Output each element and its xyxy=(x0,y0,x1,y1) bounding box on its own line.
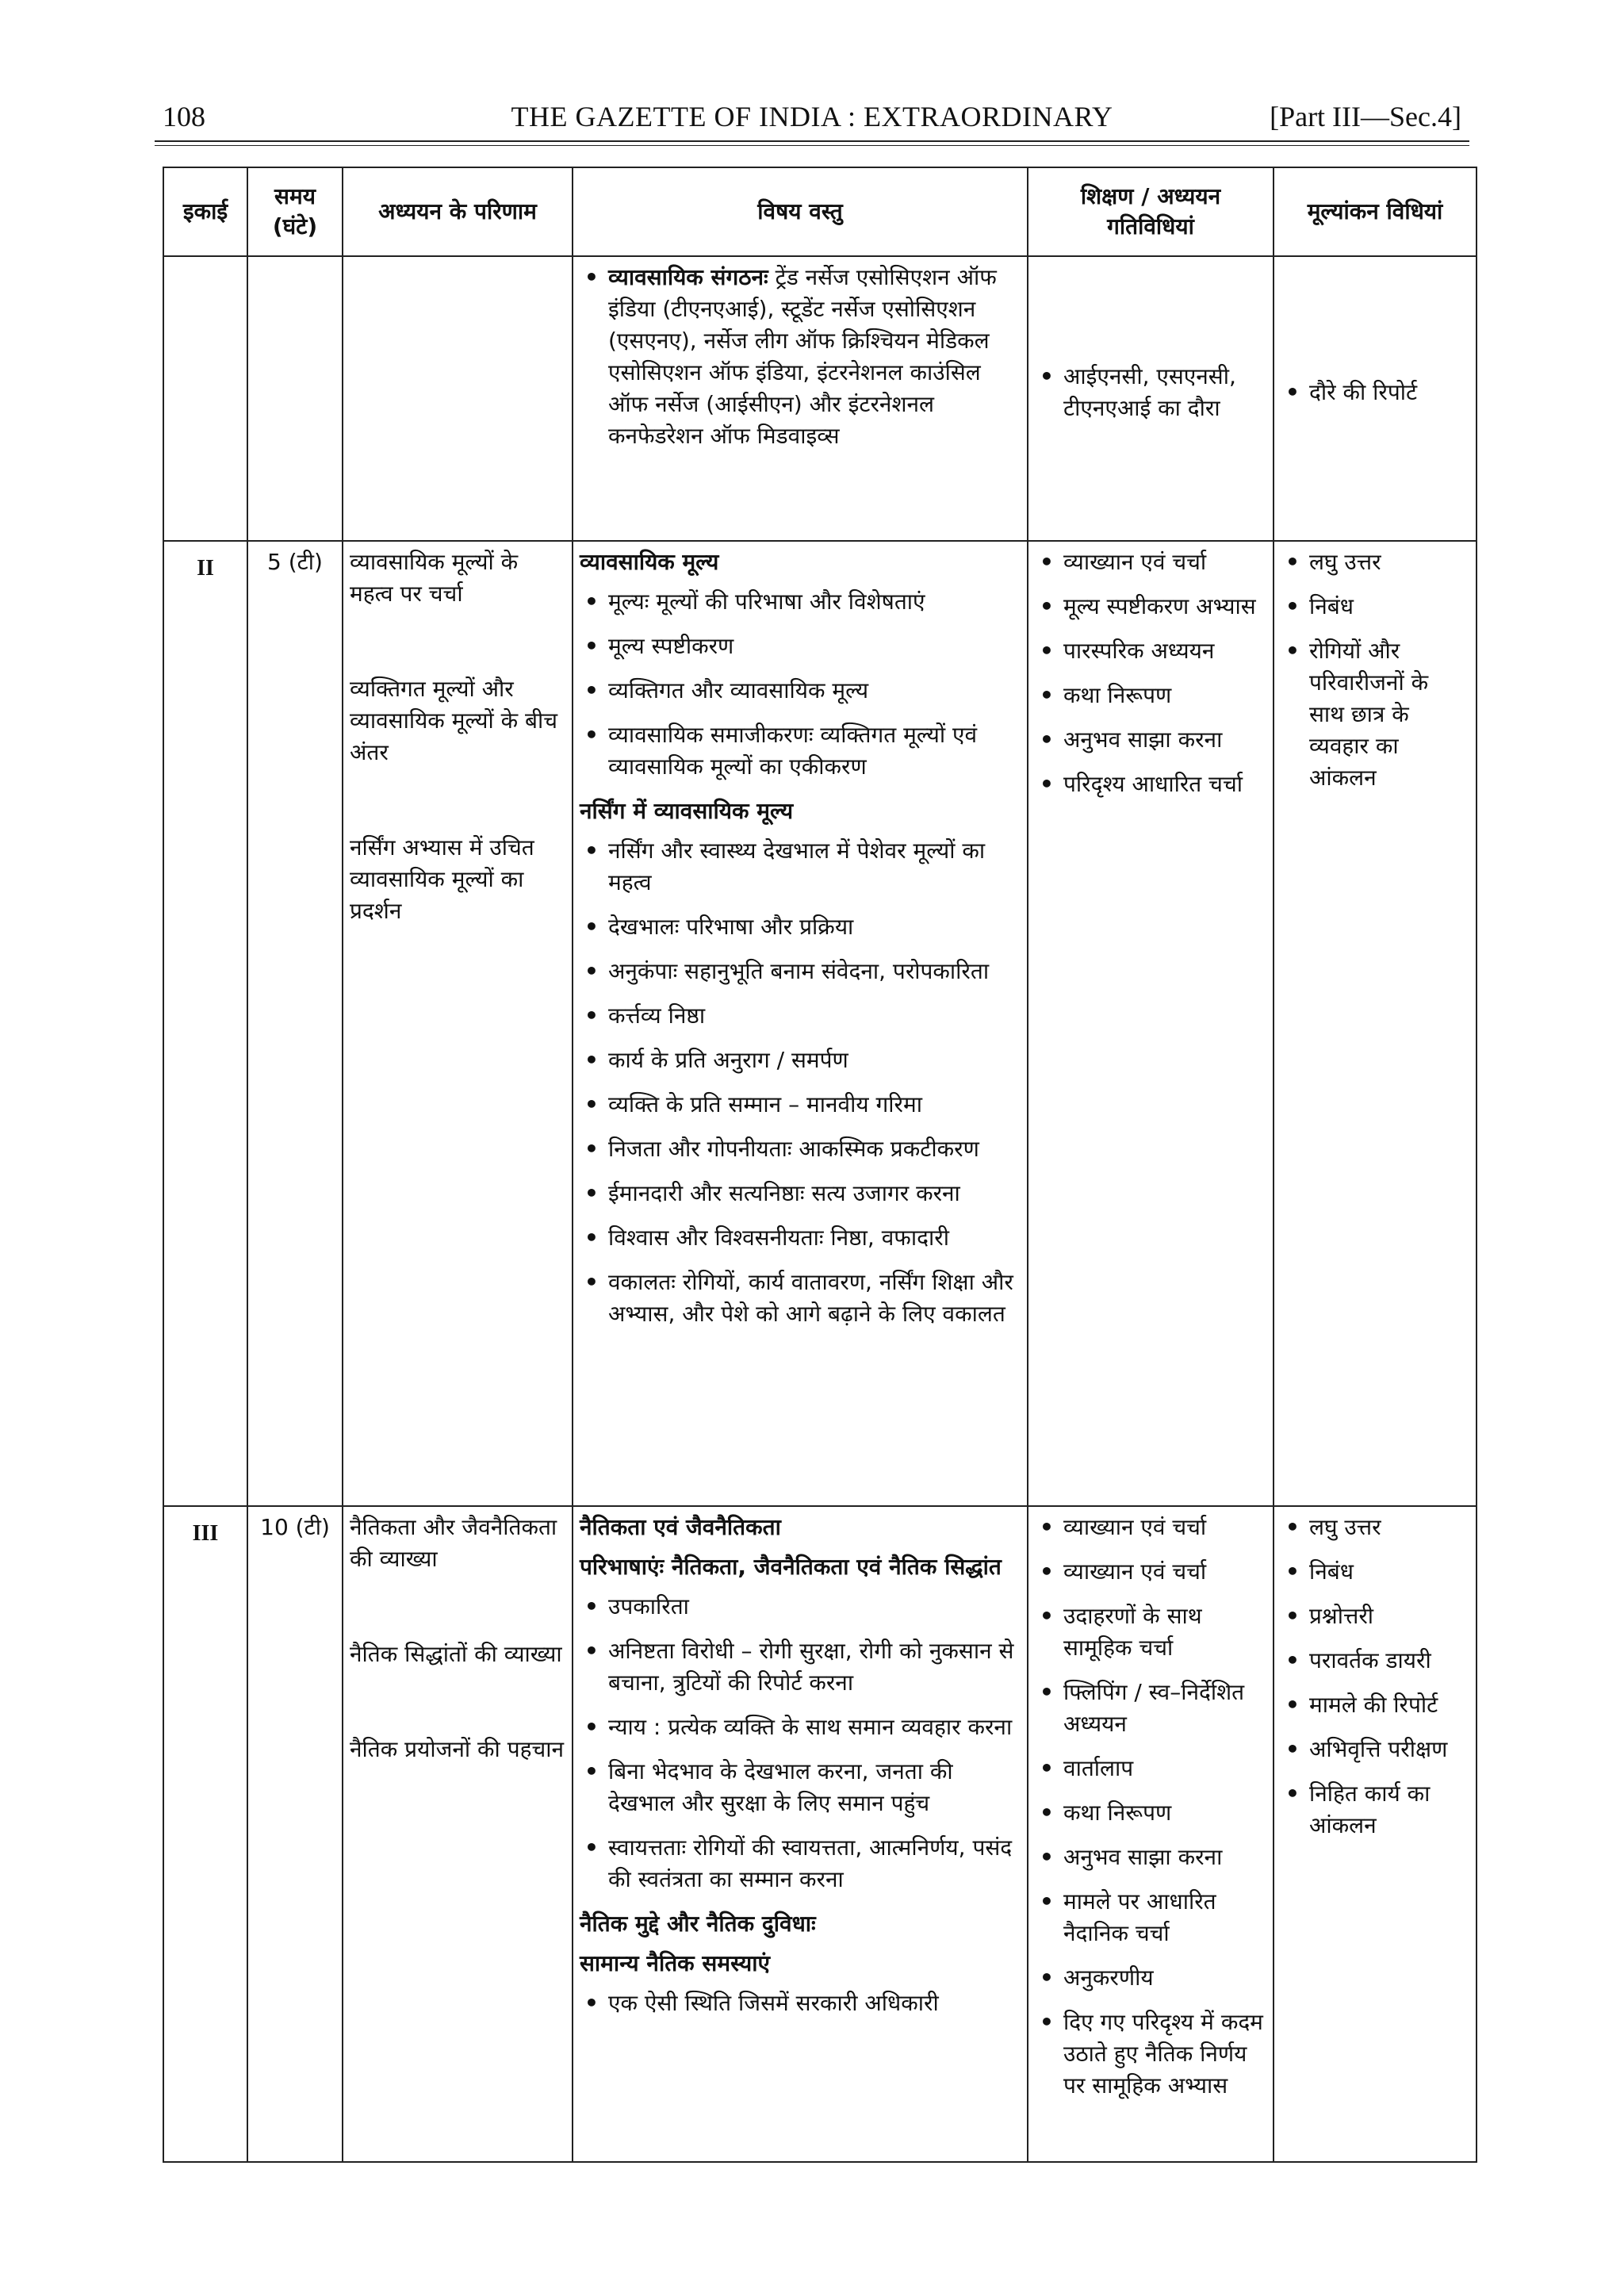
section-heading: परिभाषाएंः नैतिकता, जैवनैतिकता एवं नैतिक सिद्धांत xyxy=(580,1554,1002,1580)
list-item: • व्यक्तिगत और व्यावसायिक मूल्य xyxy=(580,675,1021,707)
list-item: • एक ऐसी स्थिति जिसमें सरकारी अधिकारी xyxy=(580,1987,1021,2019)
header-rule-thin xyxy=(155,145,1469,146)
part-section: [Part III—Sec.4] xyxy=(1270,101,1461,132)
outcome-text: नैतिक सिद्धांतों की व्याख्या xyxy=(350,1641,562,1667)
col-header-content: विषय वस्तु xyxy=(573,167,1028,256)
list-item: • अनुभव साझा करना xyxy=(1035,724,1266,756)
list-item: • कर्त्तव्य निष्ठा xyxy=(580,1000,1021,1032)
table-header-row xyxy=(163,167,1477,256)
list-item: • मामले की रिपोर्ट xyxy=(1281,1689,1469,1721)
list-item: • स्वायत्तताः रोगियों की स्वायत्तता, आत्मनिर्णय, पसंद की स्वतंत्रता का सम्मान करना xyxy=(580,1832,1021,1895)
list-item: • देखभालः परिभाषा और प्रक्रिया xyxy=(580,911,1021,943)
table-row xyxy=(163,1506,1477,2162)
activities-cell xyxy=(1028,541,1274,1506)
list-item xyxy=(580,262,1021,452)
section-heading: सामान्य नैतिक समस्याएं xyxy=(580,1950,770,1976)
list-item: • परिदृश्य आधारित चर्चा xyxy=(1035,769,1266,800)
unit-cell: II xyxy=(163,541,247,1506)
list-item: • निजता और गोपनीयताः आकस्मिक प्रकटीकरण xyxy=(580,1133,1021,1165)
list-item: • मूल्य स्पष्टीकरण अभ्यास xyxy=(1035,591,1266,623)
list-item: • लघु उत्तर xyxy=(1281,1512,1469,1543)
list-item: • व्याख्यान एवं चर्चा xyxy=(1035,1512,1266,1543)
list-item: • मामले पर आधारित नैदानिक चर्चा xyxy=(1035,1886,1266,1949)
list-item: • निबंध xyxy=(1281,1556,1469,1588)
col-header-unit: इकाई xyxy=(163,167,247,256)
col-header-activities: शिक्षण / अध्ययन गतिविधियां xyxy=(1028,167,1274,256)
list-item: • दिए गए परिदृश्य में कदम उठाते हुए नैतिक निर्णय पर सामूहिक अभ्यास xyxy=(1035,2007,1266,2102)
outcome-text: व्यावसायिक मूल्यों के महत्व पर चर्चा xyxy=(350,549,519,607)
list-item: • अनुकंपाः सहानुभूति बनाम संवेदना, परोपकारिता xyxy=(580,956,1021,987)
list-item: • फ्लिपिंग / स्व–निर्देशित अध्ययन xyxy=(1035,1677,1266,1740)
section-heading: नैतिक मुद्दे और नैतिक दुविधाः xyxy=(580,1911,816,1937)
outcome-text: नर्सिंग अभ्यास में उचित व्यावसायिक मूल्यों का प्रदर्शन xyxy=(350,834,534,924)
list-item: • न्याय : प्रत्येक व्यक्ति के साथ समान व्यवहार करना xyxy=(580,1711,1021,1743)
content-cell xyxy=(573,1506,1028,2162)
col-header-outcomes: अध्ययन के परिणाम xyxy=(343,167,573,256)
gazette-title: THE GAZETTE OF INDIA : EXTRAORDINARY xyxy=(511,101,1113,132)
syllabus-table xyxy=(163,167,1477,2163)
list-item: • वार्तालाप xyxy=(1035,1753,1266,1784)
list-item: • मूल्य स्पष्टीकरण xyxy=(580,631,1021,662)
list-item: • ईमानदारी और सत्यनिष्ठाः सत्य उजागर करना xyxy=(580,1178,1021,1209)
table-row xyxy=(163,541,1477,1506)
list-item: • परावर्तक डायरी xyxy=(1281,1645,1469,1677)
list-item: • दौरे की रिपोर्ट xyxy=(1281,377,1469,408)
list-item: • व्याख्यान एवं चर्चा xyxy=(1035,546,1266,578)
content-cell xyxy=(573,256,1028,541)
list-item: • लघु उत्तर xyxy=(1281,546,1469,578)
list-item: • निहित कार्य का आंकलन xyxy=(1281,1778,1469,1842)
list-item: • व्यावसायिक समाजीकरणः व्यक्तिगत मूल्यों एवं व्यावसायिक मूल्यों का एकीकरण xyxy=(580,719,1021,783)
list-item: • बिना भेदभाव के देखभाल करना, जनता की देखभाल और सुरक्षा के लिए समान पहुंच xyxy=(580,1756,1021,1819)
unit-cell xyxy=(163,256,247,541)
activities-cell xyxy=(1028,1506,1274,2162)
col-header-time: समय (घंटे) xyxy=(247,167,343,256)
section-heading: नैतिकता एवं जैवनैतिकता xyxy=(580,1514,781,1540)
list-item: • कार्य के प्रति अनुराग / समर्पण xyxy=(580,1045,1021,1076)
outcomes-cell xyxy=(343,1506,573,2162)
time-cell: 5 (टी) xyxy=(247,541,343,1506)
list-item: • कथा निरूपण xyxy=(1035,1797,1266,1829)
list-item: • अनिष्टता विरोधी – रोगी सुरक्षा, रोगी को नुकसान से बचाना, त्रुटियों की रिपोर्ट करना xyxy=(580,1635,1021,1699)
list-item: • विश्वास और विश्वसनीयताः निष्ठा, वफादारी xyxy=(580,1222,1021,1254)
section-heading: नर्सिंग में व्यावसायिक मूल्य xyxy=(580,798,794,824)
list-item: • उपकारिता xyxy=(580,1591,1021,1623)
time-cell: 10 (टी) xyxy=(247,1506,343,2162)
page-header xyxy=(163,94,1461,141)
list-item: • व्याख्यान एवं चर्चा xyxy=(1035,1556,1266,1588)
outcome-text: नैतिकता और जैवनैतिकता की व्याख्या xyxy=(350,1514,557,1572)
list-item: • अनुभव साझा करना xyxy=(1035,1842,1266,1873)
outcome-text: नैतिक प्रयोजनों की पहचान xyxy=(350,1736,565,1762)
table-row xyxy=(163,256,1477,541)
outcomes-cell xyxy=(343,541,573,1506)
time-cell xyxy=(247,256,343,541)
list-item: • अभिवृत्ति परीक्षण xyxy=(1281,1734,1469,1765)
list-item: • अनुकरणीय xyxy=(1035,1962,1266,1994)
unit-cell: III xyxy=(163,1506,247,2162)
header-rule xyxy=(155,140,1469,142)
outcome-text: व्यक्तिगत मूल्यों और व्यावसायिक मूल्यों के बीच अंतर xyxy=(350,676,558,765)
list-item: • वकालतः रोगियों, कार्य वातावरण, नर्सिंग शिक्षा और अभ्यास, और पेशे को आगे बढ़ाने के लिए वकालत xyxy=(580,1267,1021,1330)
list-item: • उदाहरणों के साथ सामूहिक चर्चा xyxy=(1035,1600,1266,1664)
list-item: • प्रश्नोत्तरी xyxy=(1281,1600,1469,1632)
section-heading: व्यावसायिक मूल्य xyxy=(580,549,719,575)
org-text: ट्रेंड नर्सेज एसोसिएशन ऑफ इंडिया (टीएनएआई), स्टूडेंट नर्सेज एसोसिएशन (एसएनए), नर्सेज लीग ऑफ क्रिश्चियन मेडिकल एसोसिएशन ऑफ इंडिया, इंटरनेशनल काउंसिल ऑफ नर्सेज (आईसीएन) और इंटरनेशनल कनफेडरेशन ऑफ मिडवाइव्स xyxy=(608,264,997,449)
list-item: • मूल्यः मूल्यों की परिभाषा और विशेषताएं xyxy=(580,586,1021,618)
content-cell xyxy=(573,541,1028,1506)
list-item: • नर्सिंग और स्वास्थ्य देखभाल में पेशेवर मूल्यों का महत्व xyxy=(580,835,1021,899)
evaluation-cell xyxy=(1274,256,1477,541)
list-item: • रोगियों और परिवारीजनों के साथ छात्र के व्यवहार का आंकलन xyxy=(1281,635,1469,794)
evaluation-cell xyxy=(1274,541,1477,1506)
org-label: व्यावसायिक संगठनः xyxy=(608,264,768,290)
list-item: • निबंध xyxy=(1281,591,1469,623)
list-item: • आईएनसी, एसएनसी, टीएनएआई का दौरा xyxy=(1035,361,1266,424)
page-number: 108 xyxy=(163,101,205,132)
outcomes-cell xyxy=(343,256,573,541)
list-item: • कथा निरूपण xyxy=(1035,680,1266,711)
list-item: • पारस्परिक अध्ययन xyxy=(1035,635,1266,667)
evaluation-cell xyxy=(1274,1506,1477,2162)
list-item: • व्यक्ति के प्रति सम्मान – मानवीय गरिमा xyxy=(580,1089,1021,1121)
col-header-evaluation: मूल्यांकन विधियां xyxy=(1274,167,1477,256)
activities-cell xyxy=(1028,256,1274,541)
